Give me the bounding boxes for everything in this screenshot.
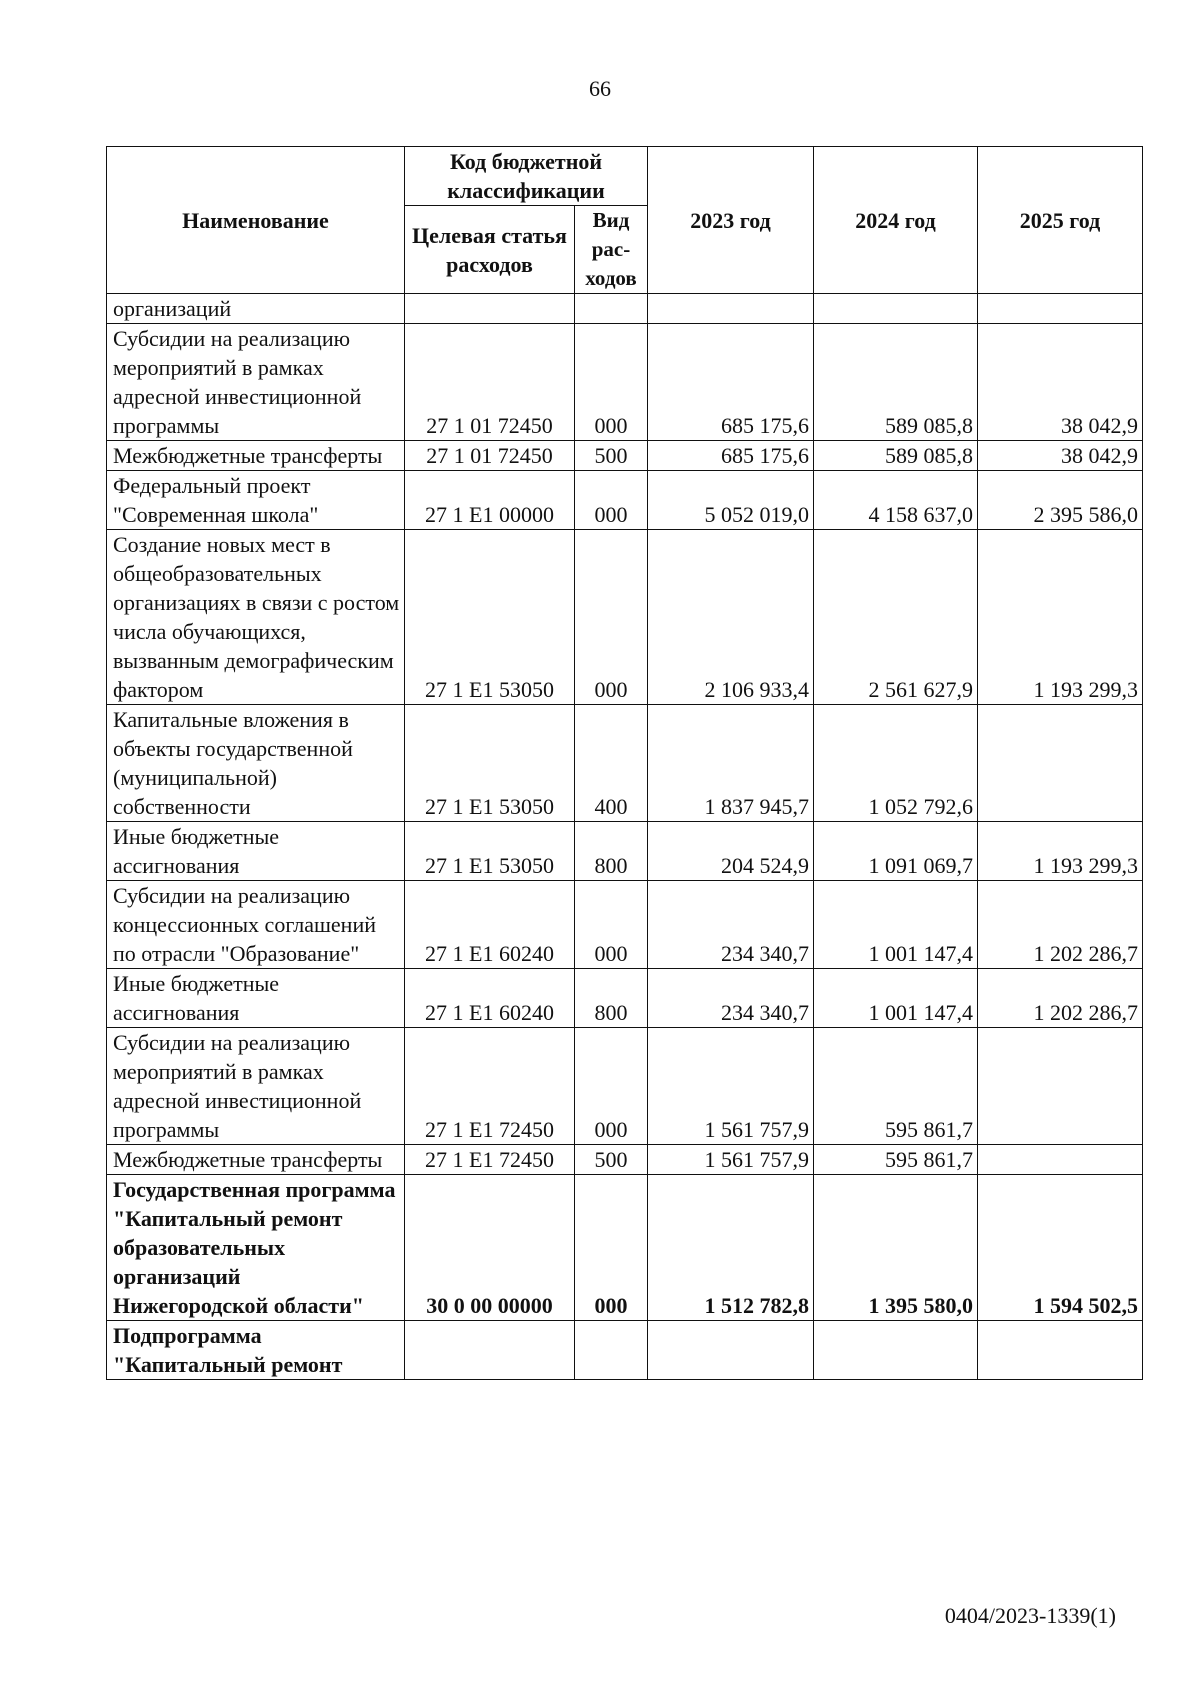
table-row <box>107 1028 1143 1145</box>
row-name: Иные бюджетные ассигнования <box>107 969 405 1028</box>
row-target-article: 30 0 00 00000 <box>405 1175 575 1321</box>
header-year-2023: 2023 год <box>648 147 814 294</box>
row-value-2025: 1 594 502,5 <box>978 1175 1143 1321</box>
row-target-article: 27 1 E1 60240 <box>405 881 575 969</box>
table-row <box>107 530 1143 705</box>
row-value-2023: 1 512 782,8 <box>648 1175 814 1321</box>
row-value-2024: 2 561 627,9 <box>814 530 978 705</box>
row-value-2024: 1 052 792,6 <box>814 705 978 822</box>
row-value-2024: 589 085,8 <box>814 441 978 471</box>
row-value-2023: 1 561 757,9 <box>648 1145 814 1175</box>
table-row <box>107 822 1143 881</box>
row-target-article: 27 1 E1 72450 <box>405 1028 575 1145</box>
row-value-2023 <box>648 1321 814 1380</box>
header-year-2024: 2024 год <box>814 147 978 294</box>
row-expense-type: 500 <box>575 1145 648 1175</box>
row-name: организаций <box>107 294 405 324</box>
row-expense-type: 000 <box>575 881 648 969</box>
row-value-2024 <box>814 1321 978 1380</box>
row-value-2024: 1 091 069,7 <box>814 822 978 881</box>
document-number: 0404/2023-1339(1) <box>944 1603 1116 1628</box>
row-value-2023: 1 837 945,7 <box>648 705 814 822</box>
row-name: Подпрограмма "Капитальный ремонт <box>107 1321 405 1380</box>
row-target-article: 27 1 E1 53050 <box>405 822 575 881</box>
header-year-2025: 2025 год <box>978 147 1143 294</box>
row-name: Федеральный проект "Современная школа" <box>107 471 405 530</box>
row-value-2025: 1 193 299,3 <box>978 530 1143 705</box>
row-value-2025 <box>978 294 1143 324</box>
table-row <box>107 471 1143 530</box>
table-body <box>107 294 1143 1380</box>
table-header <box>107 147 1143 294</box>
header-name: Наименование <box>107 147 405 294</box>
row-expense-type: 000 <box>575 471 648 530</box>
row-value-2024: 1 395 580,0 <box>814 1175 978 1321</box>
row-name: Иные бюджетные ассигнования <box>107 822 405 881</box>
header-code-group: Код бюджетной классификации <box>405 147 648 206</box>
table-row <box>107 705 1143 822</box>
row-target-article: 27 1 E1 53050 <box>405 530 575 705</box>
table-row <box>107 324 1143 441</box>
row-value-2023: 204 524,9 <box>648 822 814 881</box>
row-value-2023: 1 561 757,9 <box>648 1028 814 1145</box>
row-value-2023 <box>648 294 814 324</box>
row-value-2025: 1 193 299,3 <box>978 822 1143 881</box>
row-value-2023: 234 340,7 <box>648 881 814 969</box>
row-expense-type <box>575 1321 648 1380</box>
table-row <box>107 1175 1143 1321</box>
row-value-2025: 2 395 586,0 <box>978 471 1143 530</box>
table-row <box>107 1145 1143 1175</box>
row-value-2025 <box>978 1321 1143 1380</box>
row-name: Создание новых мест в общеобразовательных организациях в связи с ростом числа обучающихся, вызванным демографическим фактором <box>107 530 405 705</box>
row-value-2023: 685 175,6 <box>648 441 814 471</box>
row-value-2025 <box>978 705 1143 822</box>
row-expense-type: 400 <box>575 705 648 822</box>
row-value-2025: 1 202 286,7 <box>978 881 1143 969</box>
header-expense-type: Вид рас-ходов <box>575 206 648 294</box>
table-row <box>107 441 1143 471</box>
row-target-article: 27 1 E1 60240 <box>405 969 575 1028</box>
row-value-2024: 1 001 147,4 <box>814 881 978 969</box>
table-row <box>107 881 1143 969</box>
row-target-article: 27 1 E1 72450 <box>405 1145 575 1175</box>
row-name: Субсидии на реализацию мероприятий в рамках адресной инвестиционной программы <box>107 1028 405 1145</box>
row-name: Капитальные вложения в объекты государственной (муниципальной) собственности <box>107 705 405 822</box>
row-value-2025: 1 202 286,7 <box>978 969 1143 1028</box>
row-expense-type: 800 <box>575 822 648 881</box>
row-target-article <box>405 1321 575 1380</box>
page-number: 66 <box>589 76 611 101</box>
row-target-article: 27 1 E1 00000 <box>405 471 575 530</box>
row-name: Государственная программа "Капитальный ремонт образовательных организаций Нижегородской области" <box>107 1175 405 1321</box>
row-value-2024: 1 001 147,4 <box>814 969 978 1028</box>
row-value-2024 <box>814 294 978 324</box>
row-value-2023: 5 052 019,0 <box>648 471 814 530</box>
row-value-2025: 38 042,9 <box>978 324 1143 441</box>
row-value-2023: 2 106 933,4 <box>648 530 814 705</box>
row-value-2025 <box>978 1028 1143 1145</box>
row-expense-type: 000 <box>575 1175 648 1321</box>
row-value-2023: 234 340,7 <box>648 969 814 1028</box>
row-name: Межбюджетные трансферты <box>107 441 405 471</box>
row-expense-type: 800 <box>575 969 648 1028</box>
header-target-article: Целевая статья расходов <box>405 206 575 294</box>
row-value-2025 <box>978 1145 1143 1175</box>
row-expense-type <box>575 294 648 324</box>
row-expense-type: 000 <box>575 324 648 441</box>
table-row <box>107 294 1143 324</box>
row-name: Субсидии на реализацию концессионных соглашений по отрасли "Образование" <box>107 881 405 969</box>
table-row <box>107 1321 1143 1380</box>
row-value-2023: 685 175,6 <box>648 324 814 441</box>
budget-table <box>106 146 1143 1380</box>
row-expense-type: 000 <box>575 1028 648 1145</box>
row-target-article <box>405 294 575 324</box>
row-value-2024: 595 861,7 <box>814 1145 978 1175</box>
row-expense-type: 500 <box>575 441 648 471</box>
row-target-article: 27 1 01 72450 <box>405 324 575 441</box>
table-row <box>107 969 1143 1028</box>
row-target-article: 27 1 E1 53050 <box>405 705 575 822</box>
row-value-2025: 38 042,9 <box>978 441 1143 471</box>
row-target-article: 27 1 01 72450 <box>405 441 575 471</box>
row-name: Межбюджетные трансферты <box>107 1145 405 1175</box>
row-value-2024: 4 158 637,0 <box>814 471 978 530</box>
row-value-2024: 589 085,8 <box>814 324 978 441</box>
row-name: Субсидии на реализацию мероприятий в рамках адресной инвестиционной программы <box>107 324 405 441</box>
row-expense-type: 000 <box>575 530 648 705</box>
row-value-2024: 595 861,7 <box>814 1028 978 1145</box>
